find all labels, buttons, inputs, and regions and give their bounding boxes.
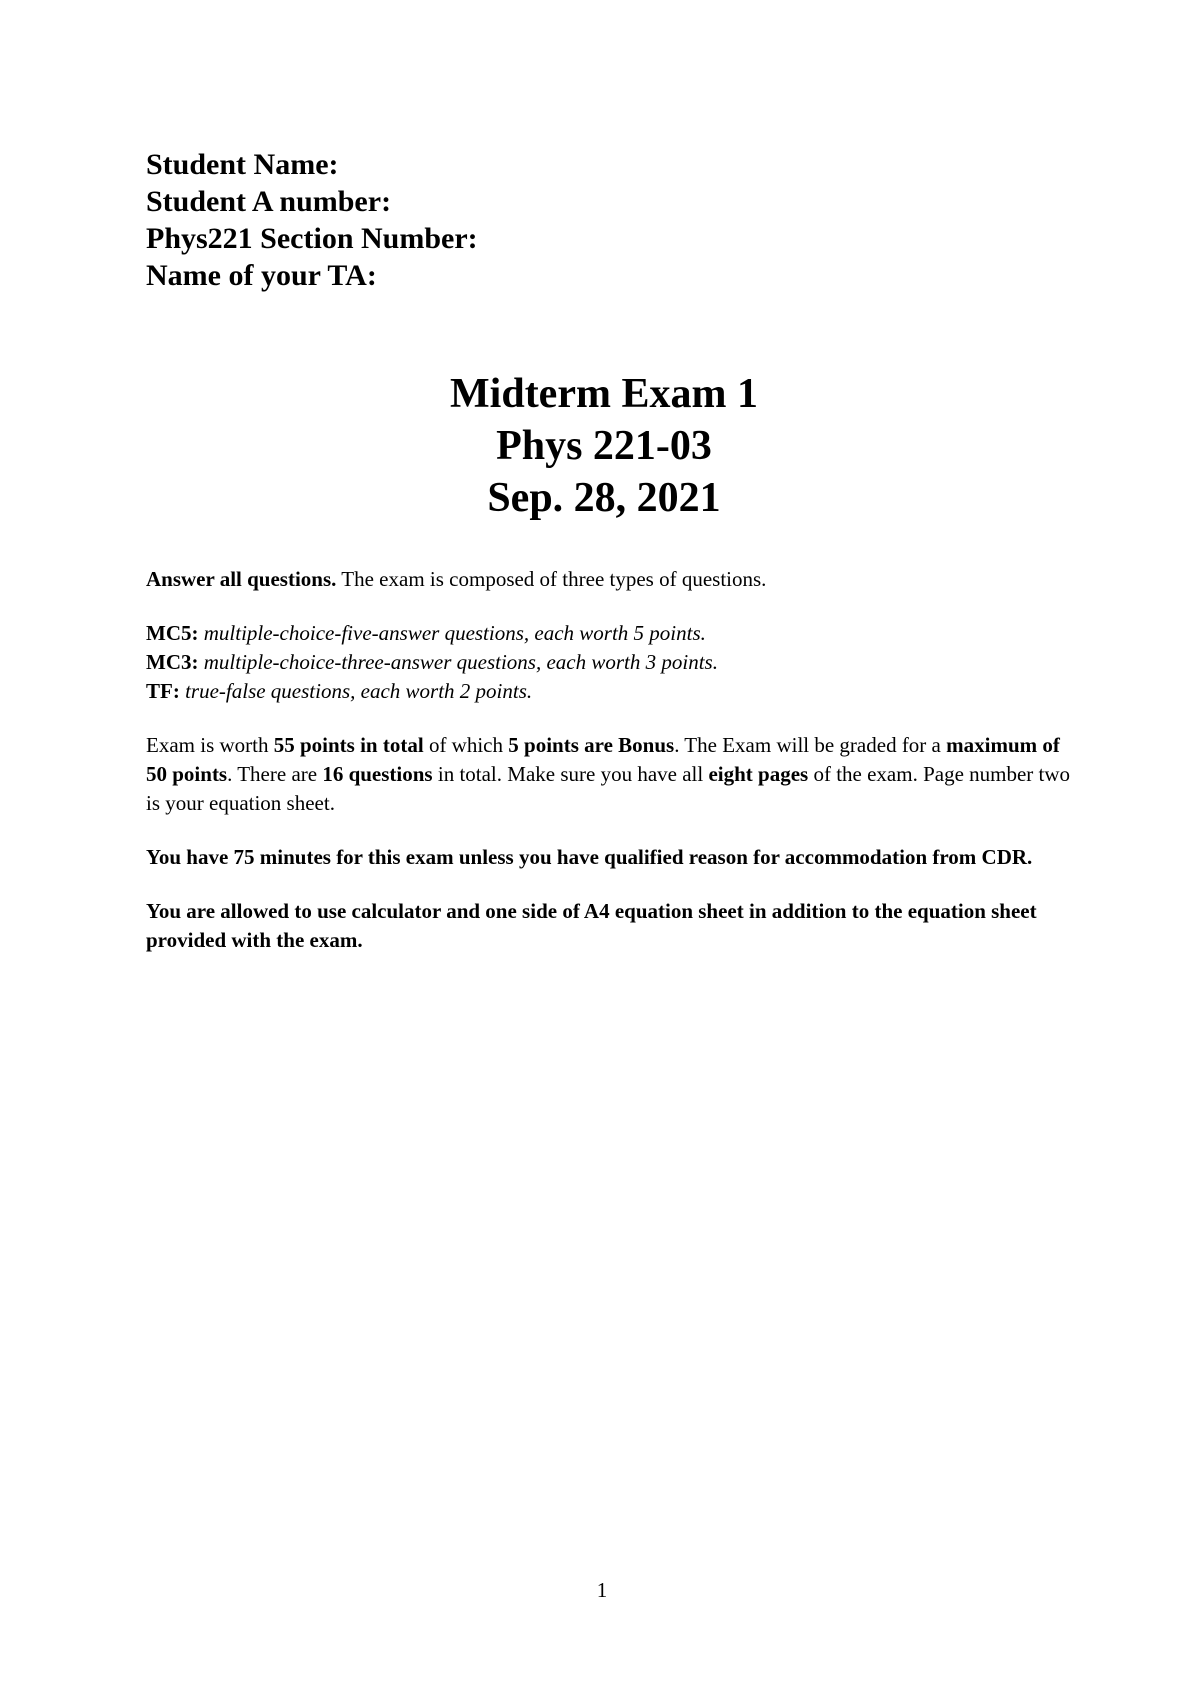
exam-title: Midterm Exam 1 [450,371,758,417]
course-code: Phys 221-03 [496,423,712,469]
section-number-label: Phys221 Section Number: [146,222,478,255]
question-type-mc3 [146,648,1071,677]
question-type-code: MC3: [146,650,199,674]
question-type-desc: multiple-choice-three-answer questions, each worth 3 points. [198,650,718,674]
exam-title-block [0,368,1200,524]
page-count: eight pages [708,762,809,786]
question-count: 16 questions [322,762,433,786]
student-info-fields [146,146,478,294]
exam-date: Sep. 28, 2021 [487,475,721,521]
bonus-points: 5 points are Bonus [508,733,675,757]
points-text: in total. Make sure you have all [432,762,709,786]
intro-rest: The exam is composed of three types of questions. [336,567,767,591]
total-points: 55 points in total [273,733,424,757]
exam-instructions [146,565,1071,955]
points-text: Exam is worth [146,733,274,757]
intro-paragraph [146,565,1071,594]
points-text: of the exam. Page number two is your equation sheet. [146,762,1071,815]
question-type-code: MC5: [146,621,199,645]
question-type-desc: multiple-choice-five-answer questions, each worth 5 points. [198,621,706,645]
time-note: You have 75 minutes for this exam unless you have qualified reason for accommodation from CDR. [146,845,1033,869]
ta-name-label: Name of your TA: [146,259,377,292]
question-type-mc5 [146,619,1071,648]
points-text: . The Exam will be graded for a [674,733,947,757]
question-type-desc: true-false questions, each worth 2 points. [179,679,533,703]
points-text: of which [423,733,509,757]
calculator-note: You are allowed to use calculator and one side of A4 equation sheet in addition to the equation sheet provided with the exam. [146,899,1037,952]
maximum-points: maximum of 50 points [146,733,1060,786]
points-text: . There are [227,762,323,786]
question-type-code: TF: [146,679,180,703]
student-a-number-label: Student A number: [146,185,392,218]
intro-bold: Answer all questions. [146,567,337,591]
question-type-tf [146,677,1071,706]
points-paragraph [146,731,1071,818]
student-name-label: Student Name: [146,148,339,181]
page-number: 1 [596,1578,608,1602]
